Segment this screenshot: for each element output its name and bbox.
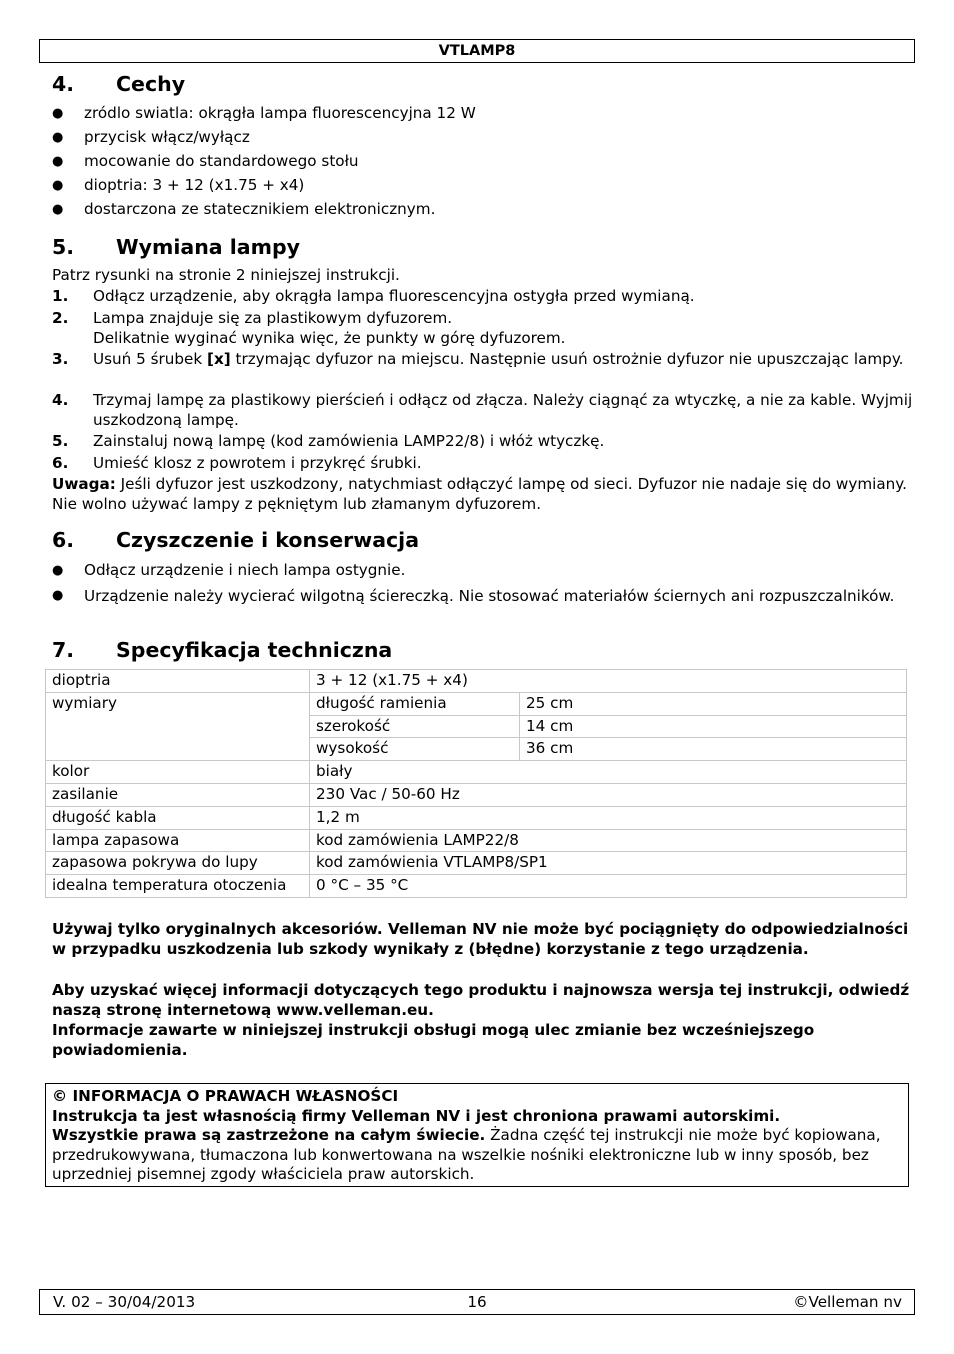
document-footer [39, 1289, 915, 1315]
notice-changes: Informacje zawarte w niniejszej instrukcji obsługi mogą ulec zmianie bez wcześniejszego powiadomienia. [52, 1021, 815, 1060]
section-number: 4. [52, 72, 75, 96]
step-text: Odłącz urządzenie, aby okrągła lampa fluorescencyjna ostygła przed wymianą. [93, 287, 695, 305]
note-text: Jeśli dyfuzor jest uszkodzony, natychmiast odłączyć lampę od sieci. Dyfuzor nie nadaje się do wymiany. Nie wolno używać lampy z pękniętym lub złamanym dyfuzorem. [52, 475, 907, 513]
bullet-icon: ● [52, 130, 64, 145]
step-line: Lampa znajduje się za plastikowym dyfuzorem. [93, 309, 453, 327]
section-4-heading [52, 72, 912, 98]
list-item-text: dostarczona ze statecznikiem elektronicznym. [84, 200, 436, 218]
table-cell: dioptria [46, 670, 310, 693]
table-cell: idealna temperatura otoczenia [46, 875, 310, 898]
list-item-text: mocowanie do standardowego stołu [84, 152, 359, 170]
step-text [93, 308, 913, 348]
table-cell: kod zamówienia VTLAMP8/SP1 [310, 852, 907, 875]
table-cell: 1,2 m [310, 806, 907, 829]
copyright-title: © INFORMACJA O PRAWACH WŁASNOŚCI [52, 1087, 399, 1105]
bullet-icon: ● [52, 563, 64, 578]
table-cell: kolor [46, 761, 310, 784]
screw-marker: [x] [207, 350, 231, 368]
table-row [46, 875, 907, 898]
section-5-heading [52, 235, 912, 261]
version-date: V. 02 – 30/04/2013 [53, 1293, 196, 1311]
table-cell: szerokość [310, 715, 520, 738]
section-title: Czyszczenie i konserwacja [116, 528, 420, 552]
brand-copyright: ©Velleman nv [793, 1293, 902, 1311]
notice-accessories: Używaj tylko oryginalnych akcesoriów. Velleman NV nie może być pociągnięty do odpowiedzialności w przypadku uszkodzenia lub szkody wynikały z (błędne) korzystanie z tego urządzenia. [52, 920, 909, 959]
section-number: 6. [52, 528, 75, 552]
step-number: 4. [52, 391, 69, 409]
notice-website: Aby uzyskać więcej informacji dotyczących tego produktu i najnowsza wersja tej instrukcji, odwiedź naszą stronę internetową www.velleman.eu. [52, 981, 910, 1020]
copyright-ownership: Instrukcja ta jest własnością firmy Velleman NV i jest chroniona prawami autorskimi. [52, 1106, 781, 1125]
section-7-heading [52, 638, 912, 664]
section-title: Cechy [116, 72, 186, 96]
step-text: Zainstaluj nową lampę (kod zamówienia LAMP22/8) i włóż wtyczkę. [93, 432, 605, 450]
section-title: Wymiana lampy [116, 235, 301, 259]
step-text-part: Usuń 5 śrubek [93, 350, 207, 368]
table-row [46, 852, 907, 875]
step-text [93, 349, 913, 369]
intro-text: Patrz rysunki na stronie 2 niniejszej instrukcji. [52, 266, 400, 284]
step-number: 5. [52, 432, 69, 450]
step-text: Trzymaj lampę za plastikowy pierścień i odłącz od złącza. Należy ciągnąć za wtyczkę, a nie za kable. Wyjmij uszkodzoną lampę. [93, 391, 913, 429]
table-cell: kod zamówienia LAMP22/8 [310, 829, 907, 852]
section-title: Specyfikacja techniczna [116, 638, 393, 662]
step-text: Umieść klosz z powrotem i przykręć śrubki. [93, 454, 422, 472]
list-item-text: Urządzenie należy wycierać wilgotną ściereczką. Nie stosować materiałów ściernych ani rozpuszczalników. [84, 587, 895, 605]
list-item-text: dioptria: 3 + 12 (x1.75 + x4) [84, 176, 305, 194]
note-label: Uwaga: [52, 475, 116, 493]
step-number: 1. [52, 287, 69, 305]
table-cell: biały [310, 761, 907, 784]
list-item-text: Odłącz urządzenie i niech lampa ostygnie. [84, 561, 406, 579]
list-item-text: zródlo swiatla: okrągła lampa fluorescencyjna 12 W [84, 104, 476, 122]
table-cell: 0 °C – 35 °C [310, 875, 907, 898]
step-line: Delikatnie wyginać wynika więc, że punkty w górę dyfuzorem. [93, 329, 566, 347]
table-row [46, 761, 907, 784]
step-number: 6. [52, 454, 69, 472]
bullet-icon: ● [52, 178, 64, 193]
step-number: 2. [52, 309, 69, 327]
bullet-icon: ● [52, 588, 64, 603]
section-number: 7. [52, 638, 75, 662]
step-text-part: trzymając dyfuzor na miejscu. Następnie usuń ostrożnie dyfuzor nie upuszczając lampy. [230, 350, 904, 368]
table-row [46, 692, 907, 715]
table-cell: długość kabla [46, 806, 310, 829]
table-cell: 230 Vac / 50-60 Hz [310, 783, 907, 806]
bullet-icon: ● [52, 154, 64, 169]
section-number: 5. [52, 235, 75, 259]
bullet-icon: ● [52, 202, 64, 217]
table-row [46, 670, 907, 693]
table-cell: zasilanie [46, 783, 310, 806]
table-cell: 14 cm [520, 715, 907, 738]
table-cell: wysokość [310, 738, 520, 761]
list-item-text: przycisk włącz/wyłącz [84, 128, 250, 146]
model-name: VTLAMP8 [438, 43, 516, 59]
step-number: 3. [52, 350, 69, 368]
bullet-icon: ● [52, 106, 64, 121]
table-row [46, 783, 907, 806]
table-cell: zapasowa pokrywa do lupy [46, 852, 310, 875]
page-number: 16 [467, 1293, 487, 1311]
table-cell: lampa zapasowa [46, 829, 310, 852]
copyright-rights: Wszystkie prawa są zastrzeżone na całym świecie. [52, 1126, 486, 1144]
section-6-heading [52, 528, 912, 554]
table-row [46, 806, 907, 829]
specifications-table [45, 669, 907, 898]
table-cell: 25 cm [520, 692, 907, 715]
warning-note [52, 474, 912, 514]
table-cell: wymiary [46, 692, 310, 760]
table-cell: długość ramienia [310, 692, 520, 715]
document-header [39, 39, 915, 63]
table-cell: 3 + 12 (x1.75 + x4) [310, 670, 907, 693]
copyright-text: Żadna część tej instrukcji nie może być kopiowana, przedrukowywana, tłumaczona lub konwertowana na wszelkie nośniki elektroniczne lub w inny sposób, bez uprzedniej pisemnej zgody właściciela praw autorskich. [52, 1126, 881, 1183]
table-row [46, 829, 907, 852]
table-cell: 36 cm [520, 738, 907, 761]
copyright-box [45, 1083, 909, 1187]
